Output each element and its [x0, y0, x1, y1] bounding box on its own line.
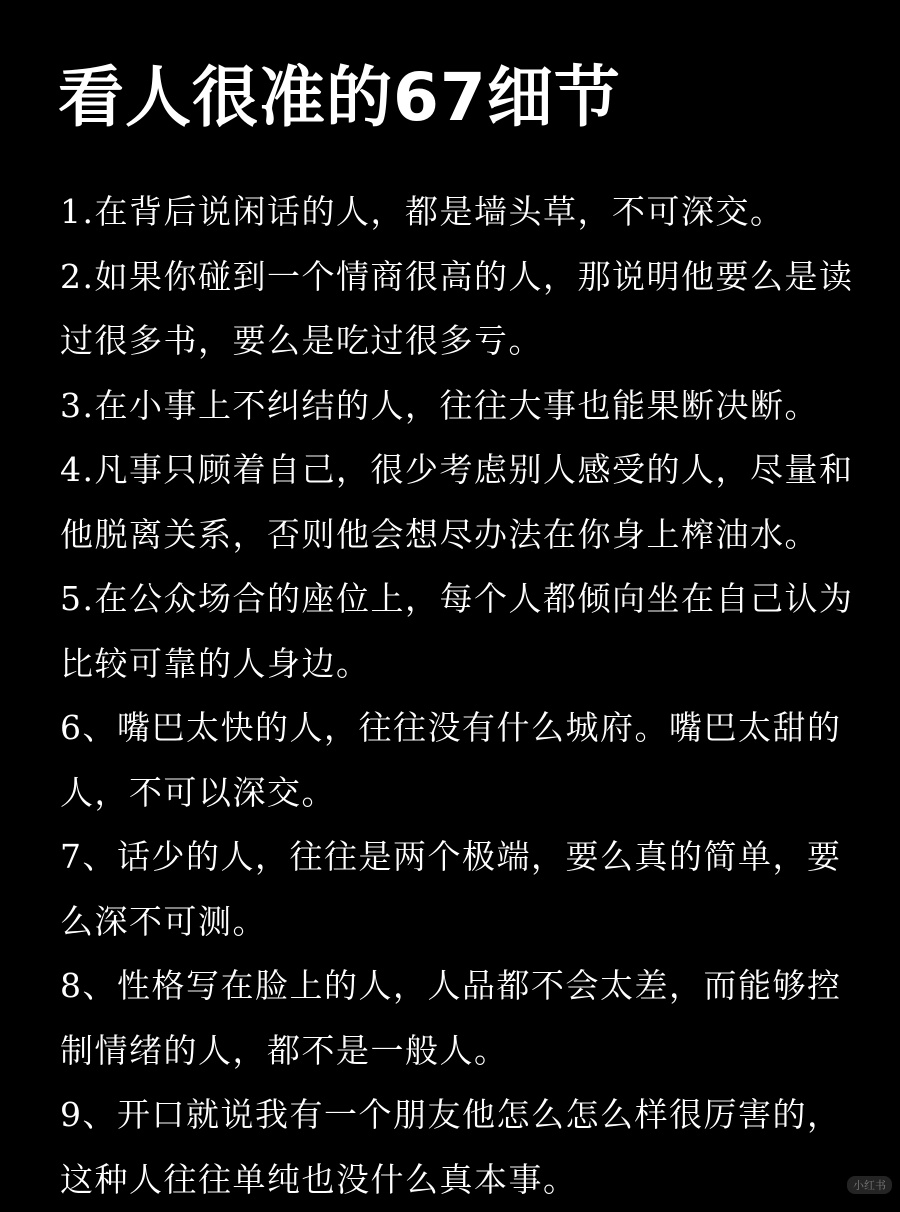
tip-item-7: 7、话少的人，往往是两个极端，要么真的简单，要么深不可测。 — [60, 837, 842, 941]
page-title: 看人很准的67细节 — [58, 59, 621, 136]
platform-watermark: 小红书 — [847, 1176, 892, 1194]
tip-item-4: 4.凡事只顾着自己，很少考虑别人感受的人，尽量和他脱离关系，否则他会想尽办法在你身上榨油水。 — [60, 450, 854, 554]
tip-item-3: 3.在小事上不纠结的人，往往大事也能果断决断。 — [60, 385, 819, 425]
tip-item-5: 5.在公众场合的座位上，每个人都倾向坐在自己认为比较可靠的人身边。 — [60, 579, 854, 683]
tip-item-9: 9、开口就说我有一个朋友他怎么怎么样很厉害的，这种人往往单纯也没什么真本事。 — [60, 1095, 842, 1199]
tips-list — [60, 180, 860, 1212]
tip-item-1: 1.在背后说闲话的人，都是墙头草，不可深交。 — [60, 192, 785, 231]
tip-item-8: 8、性格写在脸上的人，人品都不会太差，而能够控制情绪的人，都不是一般人。 — [60, 966, 842, 1070]
tip-item-2: 2.如果你碰到一个情商很高的人，那说明他要么是读过很多书，要么是吃过很多亏。 — [60, 256, 854, 360]
tip-item-6: 6、嘴巴太快的人，往往没有什么城府。嘴巴太甜的人，不可以深交。 — [60, 708, 842, 812]
